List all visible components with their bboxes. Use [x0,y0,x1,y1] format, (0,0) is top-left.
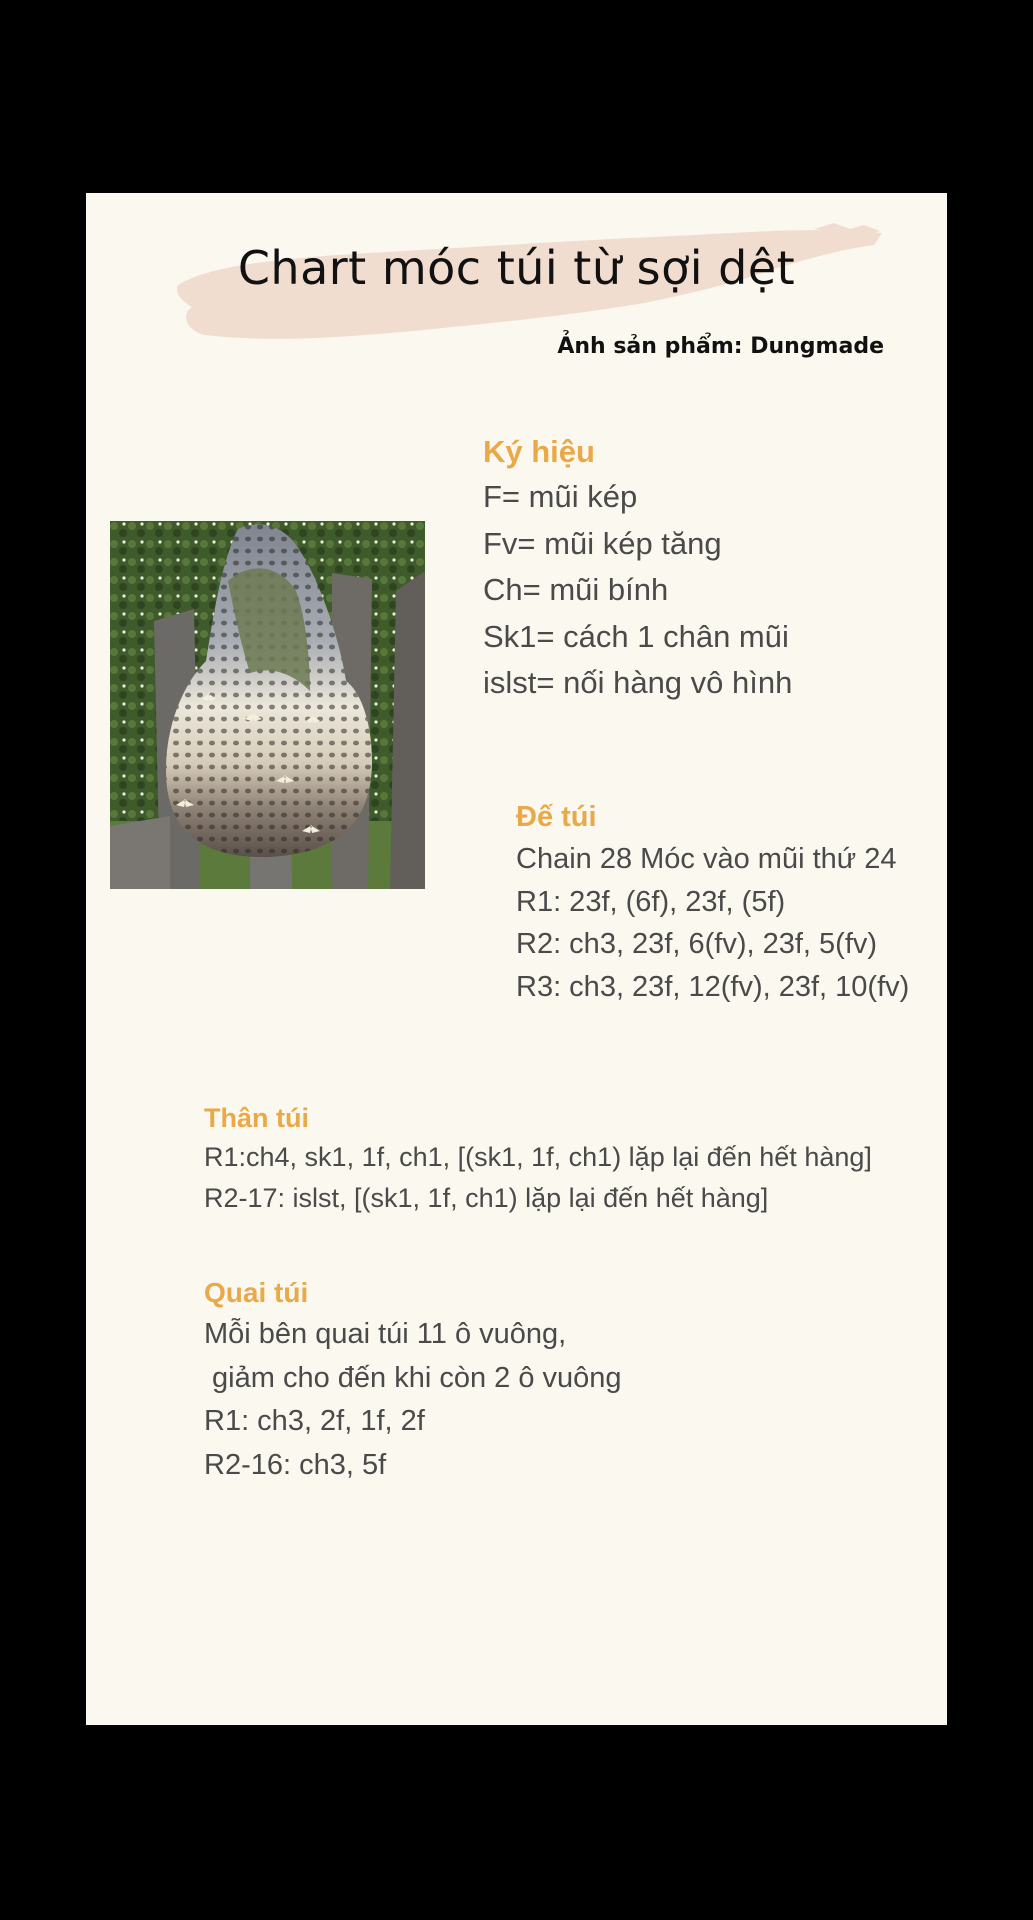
strap-instruction: Mỗi bên quai túi 11 ô vuông, [204,1318,567,1350]
strap-heading: Quai túi [204,1277,309,1308]
photo-credit: Ảnh sản phẩm: Dungmade [557,334,884,359]
body-section [204,1099,872,1219]
strap-section [204,1273,622,1487]
strap-instruction: R1: ch3, 2f, 1f, 2f [204,1405,425,1437]
crochet-bag-illustration-icon [110,521,425,889]
strap-instruction: R2-16: ch3, 5f [204,1448,387,1481]
body-instruction: R2-17: islst, [(sk1, 1f, ch1) lặp lại đến hết hàng] [204,1183,769,1213]
body-instruction: R1:ch4, sk1, 1f, ch1, [(sk1, 1f, ch1) lặp lại đến hết hàng] [204,1142,872,1172]
pattern-card [86,193,947,1725]
legend-item: F= mũi kép [483,479,638,514]
crochet-bag-photo [110,521,425,889]
legend-section [483,430,792,707]
base-heading: Đế túi [516,801,597,833]
legend-item: Ch= mũi bính [483,572,669,607]
legend-item: Sk1= cách 1 chân mũi [483,618,789,654]
base-instruction: R3: ch3, 23f, 12(fv), 23f, 10(fv) [516,970,910,1003]
legend-heading: Ký hiệu [483,434,595,469]
base-instruction: R1: 23f, (6f), 23f, (5f) [516,885,786,918]
base-section [516,796,909,1008]
legend-item: islst= nối hàng vô hình [483,665,793,700]
strap-instruction: giảm cho đến khi còn 2 ô vuông [204,1361,622,1394]
body-heading: Thân túi [204,1103,309,1133]
base-instruction: R2: ch3, 23f, 6(fv), 23f, 5(fv) [516,928,878,960]
base-instruction: Chain 28 Móc vào mũi thứ 24 [516,843,897,875]
legend-item: Fv= mũi kép tăng [483,525,722,561]
page-title: Chart móc túi từ sợi dệt [237,241,796,295]
